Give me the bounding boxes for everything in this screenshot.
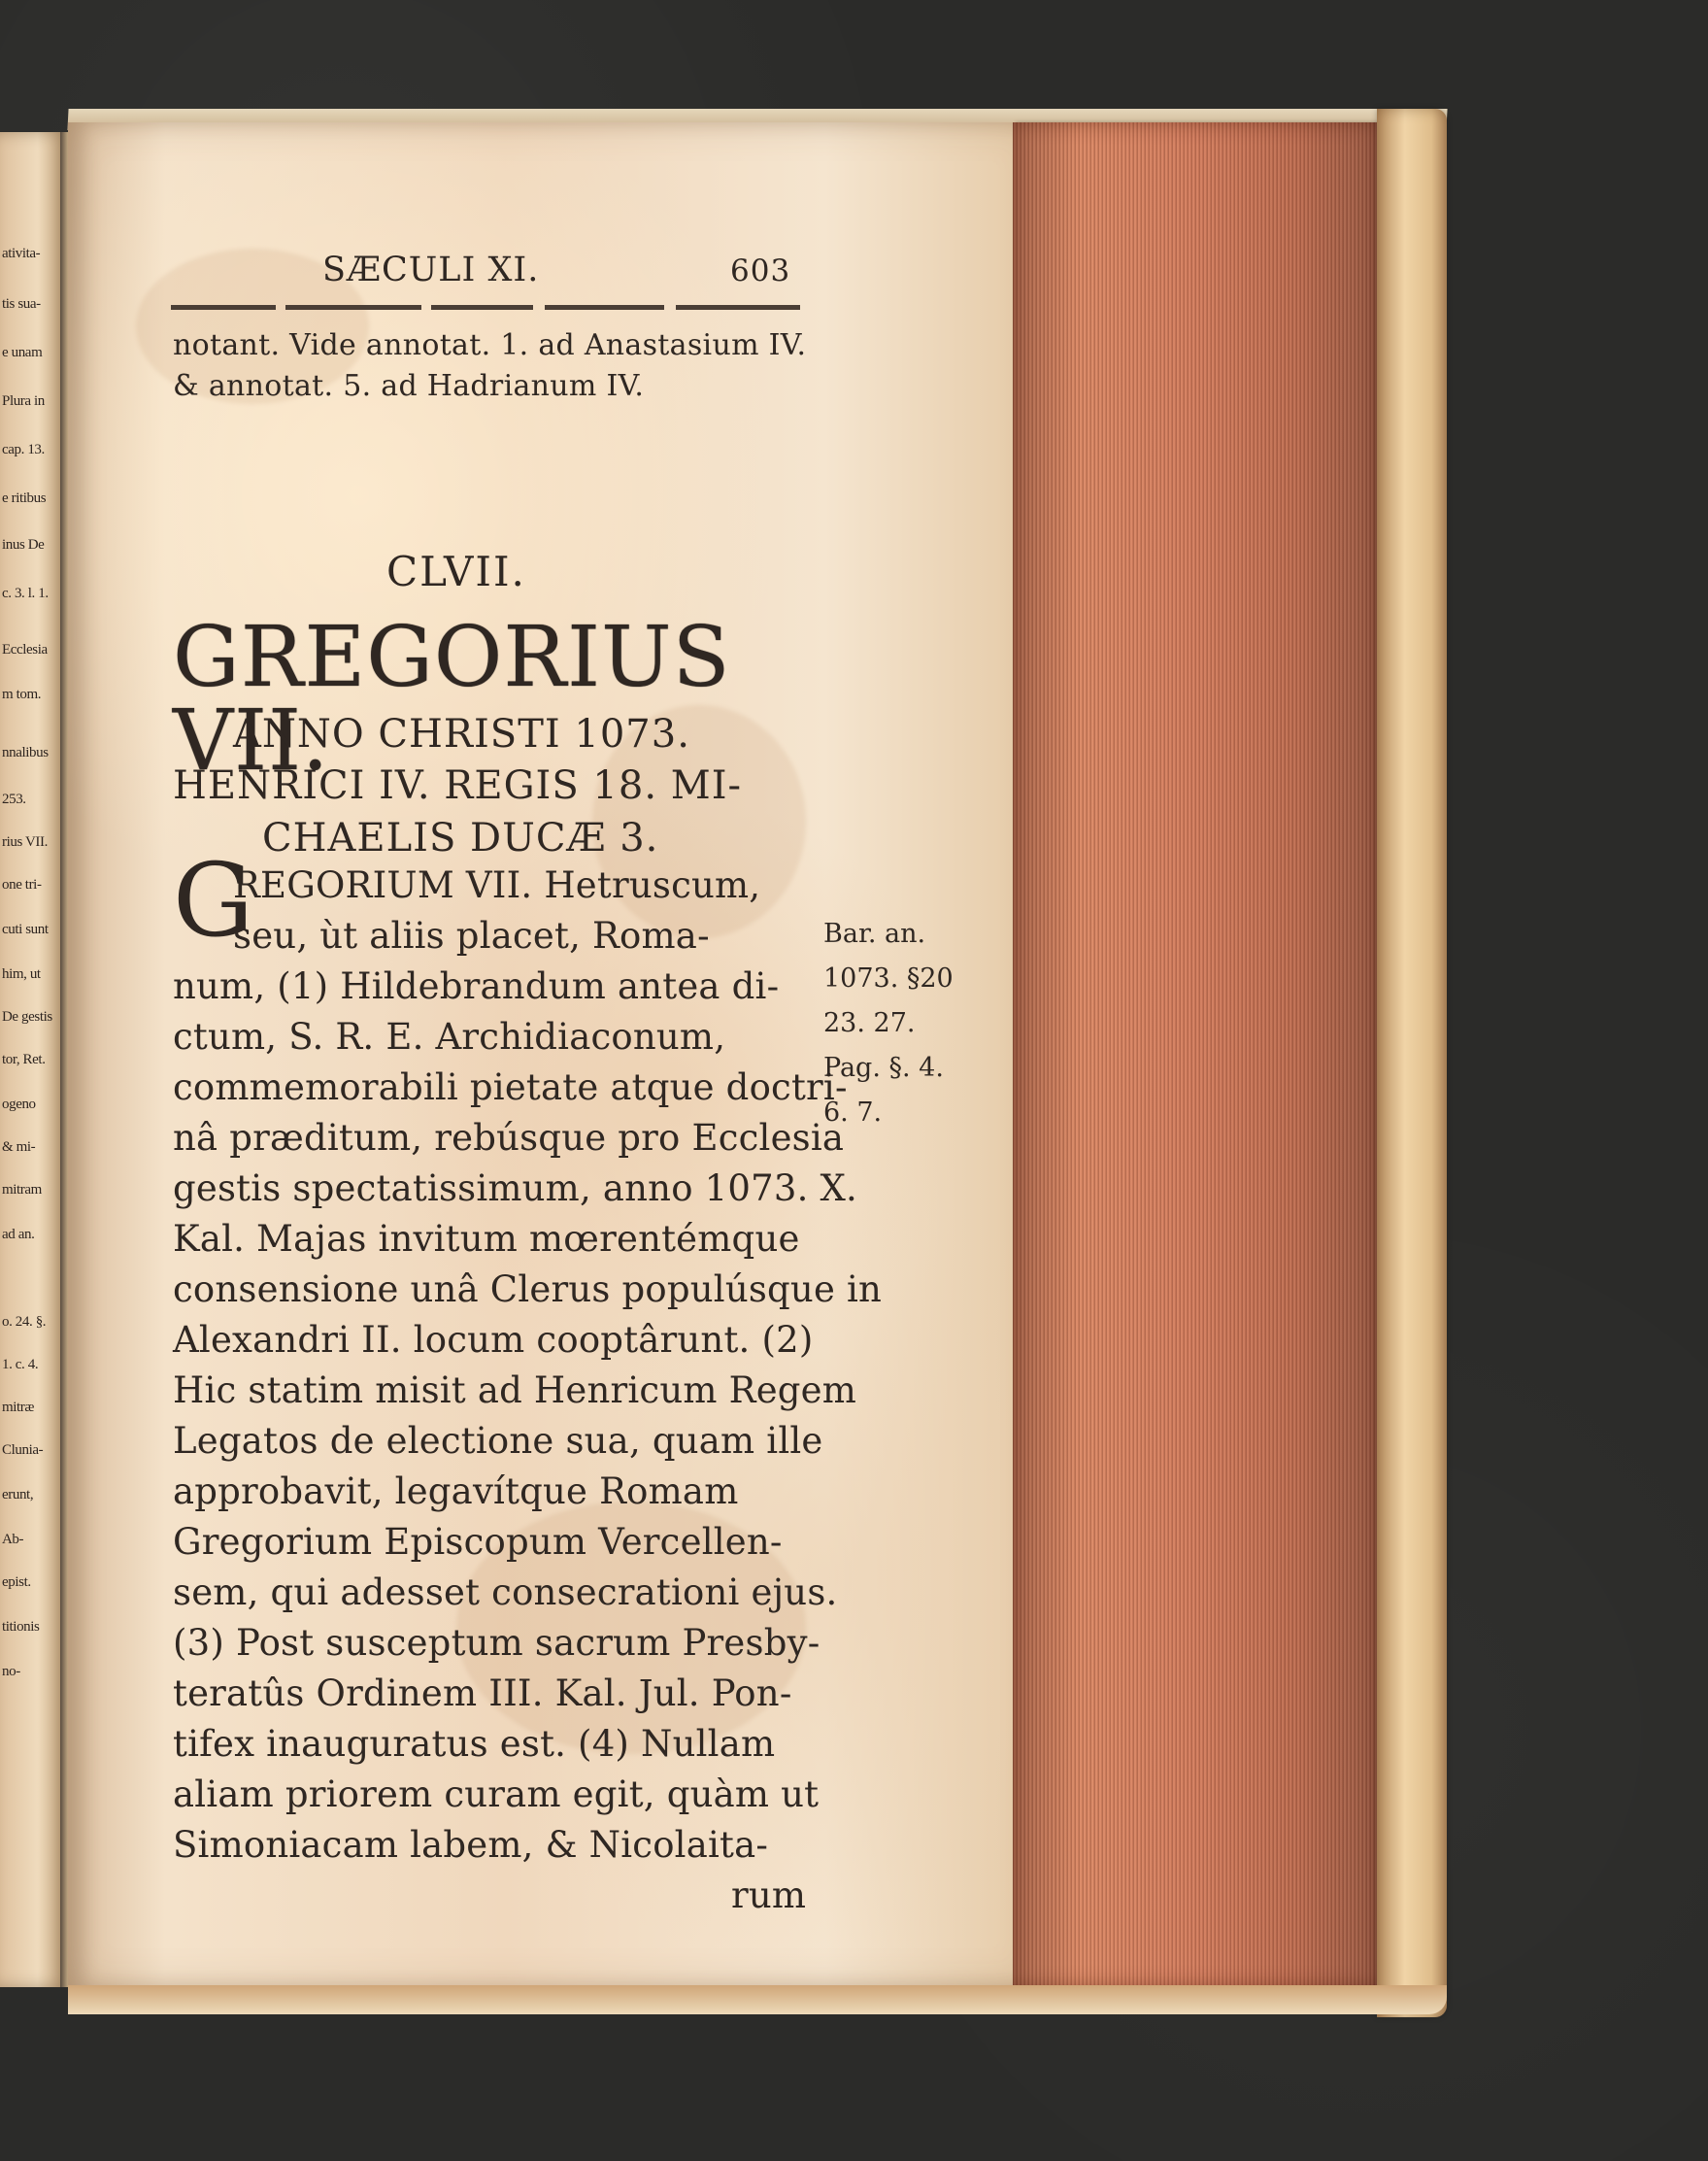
page-number: 603: [730, 253, 791, 288]
body-text-line: teratûs Ordinem III. Kal. Jul. Pon-: [173, 1672, 792, 1714]
regnal-heading: HENRICI IV. REGIS 18. MI-: [173, 763, 743, 808]
running-head-title: SÆCULI XI.: [322, 251, 540, 289]
left-page-fragment: inus De: [2, 537, 45, 553]
header-rule-segment: [285, 305, 421, 310]
left-page-fragment: Clunia-: [2, 1442, 44, 1458]
intro-line: & annotat. 5. ad Hadrianum IV.: [173, 369, 645, 403]
left-page-fragment: ogeno: [2, 1097, 36, 1112]
left-page-margin: [0, 132, 68, 1987]
margin-reference: 1073. §20: [823, 963, 954, 994]
left-page-fragment: epist.: [2, 1574, 31, 1590]
body-text-line: approbavit, legavítque Romam: [173, 1470, 739, 1512]
body-text-line: Legatos de electione sua, quam ille: [173, 1420, 823, 1462]
open-book: [0, 109, 1447, 2017]
body-text-line: Kal. Majas invitum mœrentémque: [173, 1218, 800, 1260]
year-heading: ANNO CHRISTI 1073.: [233, 712, 690, 757]
body-text-line: commemorabili pietate atque doctri-: [173, 1066, 848, 1108]
left-page-fragment: nnalibus: [2, 745, 49, 760]
margin-reference: 23. 27.: [823, 1008, 916, 1038]
body-text-line: consensione unâ Clerus populúsque in: [173, 1268, 883, 1310]
body-text-line: REGORIUM VII. Hetruscum,: [233, 864, 761, 906]
body-text-line: Hic statim misit ad Henricum Regem: [173, 1369, 857, 1411]
header-rule-segment: [676, 305, 800, 310]
body-text-line: ctum, S. R. E. Archidiaconum,: [173, 1016, 726, 1058]
left-page-fragment: rius VII.: [2, 834, 48, 850]
left-page-fragment: no-: [2, 1664, 20, 1679]
body-text-line: Alexandri II. locum cooptârunt. (2): [173, 1319, 814, 1361]
body-text-line: num, (1) Hildebrandum antea di-: [173, 965, 780, 1007]
left-page-fragment: 1. c. 4.: [2, 1357, 39, 1372]
body-text-line: sem, qui adesset consecrationi ejus.: [173, 1571, 838, 1613]
left-page-fragment: & mi-: [2, 1139, 36, 1155]
body-text-line: gestis spectatissimum, anno 1073. X.: [173, 1167, 858, 1209]
body-text-line: tifex inauguratus est. (4) Nullam: [173, 1723, 776, 1765]
margin-reference: 6. 7.: [823, 1097, 883, 1128]
bottom-page-edge: [68, 1985, 1447, 2014]
book-cover-edge: [1377, 109, 1447, 2017]
running-head: [322, 251, 934, 305]
pope-name-heading: GREGORIUS VII.: [173, 609, 731, 790]
header-rule: [171, 305, 800, 317]
left-page-fragment: Ab-: [2, 1532, 24, 1547]
body-text-line: Simoniacam labem, & Nicolaita-: [173, 1824, 769, 1866]
left-page-fragment: De gestis: [2, 1009, 52, 1025]
body-text-line: seu, ùt aliis placet, Roma-: [233, 915, 710, 957]
left-page-fragment: mitram: [2, 1182, 42, 1198]
left-page-fragment: ad an.: [2, 1227, 35, 1242]
left-page-fragment: c. 3. l. 1.: [2, 586, 49, 601]
left-page-fragment: erunt,: [2, 1487, 34, 1503]
header-rule-segment: [431, 305, 533, 310]
left-page-fragment: titionis: [2, 1619, 40, 1635]
left-page-fragment: tis sua-: [2, 296, 41, 312]
left-page-fragment: e unam: [2, 345, 43, 360]
roman-number-heading: CLVII.: [386, 548, 526, 595]
body-text-line: Gregorium Episcopum Vercellen-: [173, 1521, 783, 1563]
header-rule-segment: [171, 305, 276, 310]
page-edges: [1013, 122, 1377, 1987]
right-book-page: [68, 122, 1039, 1987]
body-text-line: aliam priorem curam egit, quàm ut: [173, 1773, 820, 1815]
left-page-fragment: o. 24. §.: [2, 1314, 47, 1330]
drop-cap: G: [173, 841, 254, 960]
left-page-fragment: cuti sunt: [2, 922, 49, 937]
left-page-fragment: cap. 13.: [2, 442, 45, 457]
left-page-fragment: m tom.: [2, 687, 42, 702]
header-rule-segment: [545, 305, 664, 310]
intro-line: notant. Vide annotat. 1. ad Anastasium IV.: [173, 328, 807, 362]
left-page-fragment: him, ut: [2, 966, 41, 982]
left-page-fragment: 253.: [2, 792, 26, 807]
margin-reference: Pag. §. 4.: [823, 1053, 944, 1083]
left-page-fragment: one tri-: [2, 877, 42, 893]
catchword: rum: [731, 1874, 807, 1916]
left-page-fragment: Plura in: [2, 393, 45, 409]
body-text-line: (3) Post susceptum sacrum Presby-: [173, 1622, 821, 1664]
left-page-fragment: ativita-: [2, 246, 41, 261]
regnal-heading-continuation: CHAELIS DUCÆ 3.: [262, 816, 659, 861]
margin-reference: Bar. an.: [823, 919, 926, 949]
left-page-fragment: tor, Ret.: [2, 1052, 46, 1067]
left-page-fragment: Ecclesia: [2, 642, 48, 658]
left-page-fragment: e ritibus: [2, 490, 47, 506]
body-text-line: nâ præditum, rebúsque pro Ecclesia: [173, 1117, 845, 1159]
left-page-fragment: mitræ: [2, 1400, 35, 1415]
